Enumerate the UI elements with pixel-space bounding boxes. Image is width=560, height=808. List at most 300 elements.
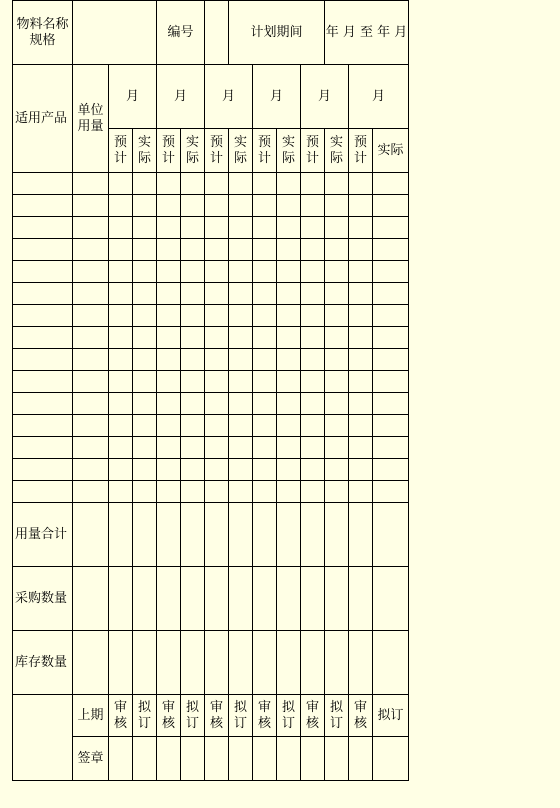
entry-cell[interactable] xyxy=(301,283,325,305)
entry-cell[interactable] xyxy=(133,261,157,283)
entry-cell[interactable] xyxy=(229,393,253,415)
entry-cell[interactable] xyxy=(181,349,205,371)
entry-cell[interactable] xyxy=(229,459,253,481)
entry-cell[interactable] xyxy=(277,261,301,283)
previous-period-label-cell xyxy=(73,695,109,737)
entry-cell[interactable] xyxy=(349,349,373,371)
entry-cell[interactable] xyxy=(157,371,181,393)
entry-cell[interactable] xyxy=(157,349,181,371)
entry-cell[interactable] xyxy=(349,393,373,415)
entry-cell[interactable] xyxy=(157,327,181,349)
entry-cell[interactable] xyxy=(73,327,109,349)
entry-cell[interactable] xyxy=(109,459,133,481)
entry-cell[interactable] xyxy=(73,393,109,415)
entry-cell[interactable] xyxy=(373,437,409,459)
entry-cell[interactable] xyxy=(13,173,73,195)
entry-cell[interactable] xyxy=(205,327,229,349)
entry-cell[interactable] xyxy=(13,305,73,327)
entry-cell[interactable] xyxy=(325,393,349,415)
entry-cell[interactable] xyxy=(253,217,277,239)
entry-cell[interactable] xyxy=(109,503,133,567)
entry-cell[interactable] xyxy=(205,459,229,481)
entry-cell[interactable] xyxy=(133,503,157,567)
entry-cell[interactable] xyxy=(205,631,229,695)
entry-cell[interactable] xyxy=(13,371,73,393)
entry-cell[interactable] xyxy=(301,239,325,261)
entry-cell[interactable] xyxy=(205,173,229,195)
actual-header-cell xyxy=(277,129,301,173)
entry-cell[interactable] xyxy=(325,503,349,567)
entry-cell[interactable] xyxy=(229,217,253,239)
entry-cell[interactable] xyxy=(73,567,109,631)
entry-cell[interactable] xyxy=(373,459,409,481)
entry-cell[interactable] xyxy=(349,437,373,459)
entry-cell[interactable] xyxy=(13,261,73,283)
entry-cell[interactable] xyxy=(157,261,181,283)
entry-cell[interactable] xyxy=(349,481,373,503)
entry-cell[interactable] xyxy=(109,195,133,217)
entry-cell[interactable] xyxy=(349,195,373,217)
entry-cell[interactable] xyxy=(277,173,301,195)
actual-label: 实际 xyxy=(329,134,343,166)
entry-cell[interactable] xyxy=(277,239,301,261)
entry-cell[interactable] xyxy=(205,283,229,305)
entry-cell[interactable] xyxy=(109,481,133,503)
entry-cell[interactable] xyxy=(229,415,253,437)
plan-period-value-cell[interactable] xyxy=(325,1,409,65)
entry-cell[interactable] xyxy=(109,393,133,415)
entry-cell[interactable] xyxy=(349,459,373,481)
entry-cell[interactable] xyxy=(109,173,133,195)
entry-cell[interactable] xyxy=(109,415,133,437)
entry-cell[interactable] xyxy=(277,415,301,437)
entry-cell[interactable] xyxy=(253,327,277,349)
entry-cell[interactable] xyxy=(181,567,205,631)
entry-cell[interactable] xyxy=(325,261,349,283)
entry-cell[interactable] xyxy=(205,349,229,371)
entry-cell[interactable] xyxy=(181,459,205,481)
entry-cell[interactable] xyxy=(133,459,157,481)
entry-cell[interactable] xyxy=(73,195,109,217)
entry-cell[interactable] xyxy=(229,349,253,371)
table-row xyxy=(13,481,409,503)
entry-cell[interactable] xyxy=(181,437,205,459)
entry-cell[interactable] xyxy=(325,481,349,503)
entry-cell[interactable] xyxy=(301,371,325,393)
entry-cell[interactable] xyxy=(325,327,349,349)
review-label: 审核 xyxy=(161,699,175,731)
entry-cell[interactable] xyxy=(133,349,157,371)
entry-cell[interactable] xyxy=(133,217,157,239)
review-cell xyxy=(205,695,229,737)
entry-cell[interactable] xyxy=(157,631,181,695)
entry-cell[interactable] xyxy=(133,415,157,437)
draft-cell xyxy=(229,695,253,737)
entry-cell[interactable] xyxy=(253,503,277,567)
entry-cell[interactable] xyxy=(109,217,133,239)
signature-cell[interactable] xyxy=(109,737,133,781)
entry-cell[interactable] xyxy=(373,239,409,261)
actual-header-cell xyxy=(229,129,253,173)
entry-cell[interactable] xyxy=(181,217,205,239)
entry-cell[interactable] xyxy=(253,305,277,327)
entry-cell[interactable] xyxy=(133,327,157,349)
entry-cell[interactable] xyxy=(205,503,229,567)
entry-cell[interactable] xyxy=(205,415,229,437)
entry-cell[interactable] xyxy=(325,349,349,371)
entry-cell[interactable] xyxy=(73,239,109,261)
signature-cell[interactable] xyxy=(277,737,301,781)
entry-cell[interactable] xyxy=(13,195,73,217)
entry-cell[interactable] xyxy=(325,239,349,261)
actual-header-cell xyxy=(373,129,409,173)
entry-cell[interactable] xyxy=(373,567,409,631)
review-label: 审核 xyxy=(113,699,127,731)
entry-cell[interactable] xyxy=(325,217,349,239)
entry-cell[interactable] xyxy=(277,327,301,349)
entry-cell[interactable] xyxy=(13,349,73,371)
entry-cell[interactable] xyxy=(13,459,73,481)
entry-cell[interactable] xyxy=(13,437,73,459)
entry-cell[interactable] xyxy=(253,459,277,481)
entry-cell[interactable] xyxy=(325,195,349,217)
entry-cell[interactable] xyxy=(229,261,253,283)
draft-label: 拟订 xyxy=(377,707,404,723)
forecast-header-cell xyxy=(157,129,181,173)
entry-cell[interactable] xyxy=(73,217,109,239)
entry-cell[interactable] xyxy=(373,261,409,283)
entry-cell[interactable] xyxy=(157,481,181,503)
entry-cell[interactable] xyxy=(73,631,109,695)
entry-cell[interactable] xyxy=(349,283,373,305)
entry-cell[interactable] xyxy=(157,437,181,459)
entry-cell[interactable] xyxy=(229,437,253,459)
signature-cell[interactable] xyxy=(325,737,349,781)
entry-cell[interactable] xyxy=(253,261,277,283)
entry-cell[interactable] xyxy=(205,217,229,239)
entry-cell[interactable] xyxy=(277,195,301,217)
entry-cell[interactable] xyxy=(133,567,157,631)
entry-cell[interactable] xyxy=(277,349,301,371)
entry-cell[interactable] xyxy=(277,393,301,415)
entry-cell[interactable] xyxy=(301,305,325,327)
entry-cell[interactable] xyxy=(373,195,409,217)
entry-cell[interactable] xyxy=(133,239,157,261)
entry-cell[interactable] xyxy=(205,567,229,631)
entry-cell[interactable] xyxy=(73,371,109,393)
entry-cell[interactable] xyxy=(253,349,277,371)
entry-cell[interactable] xyxy=(277,459,301,481)
entry-cell[interactable] xyxy=(253,195,277,217)
entry-cell[interactable] xyxy=(73,503,109,567)
entry-cell[interactable] xyxy=(253,437,277,459)
entry-cell[interactable] xyxy=(301,195,325,217)
entry-cell[interactable] xyxy=(157,173,181,195)
entry-cell[interactable] xyxy=(325,459,349,481)
signature-cell[interactable] xyxy=(133,737,157,781)
entry-cell[interactable] xyxy=(373,481,409,503)
entry-cell[interactable] xyxy=(277,305,301,327)
material-name-value-cell[interactable] xyxy=(73,1,157,65)
entry-cell[interactable] xyxy=(181,261,205,283)
entry-cell[interactable] xyxy=(181,503,205,567)
stock-qty-label: 库存数量 xyxy=(15,654,68,670)
entry-cell[interactable] xyxy=(325,305,349,327)
entry-cell[interactable] xyxy=(373,327,409,349)
entry-cell[interactable] xyxy=(157,567,181,631)
entry-cell[interactable] xyxy=(157,195,181,217)
entry-cell[interactable] xyxy=(73,261,109,283)
draft-label: 拟订 xyxy=(185,699,199,731)
entry-cell[interactable] xyxy=(13,327,73,349)
entry-cell[interactable] xyxy=(373,415,409,437)
entry-cell[interactable] xyxy=(301,437,325,459)
entry-cell[interactable] xyxy=(109,327,133,349)
entry-cell[interactable] xyxy=(13,393,73,415)
entry-cell[interactable] xyxy=(181,327,205,349)
entry-cell[interactable] xyxy=(181,481,205,503)
draft-label: 拟订 xyxy=(233,699,247,731)
entry-cell[interactable] xyxy=(277,567,301,631)
entry-cell[interactable] xyxy=(301,327,325,349)
entry-cell[interactable] xyxy=(373,371,409,393)
signature-cell[interactable] xyxy=(373,737,409,781)
entry-cell[interactable] xyxy=(181,305,205,327)
entry-cell[interactable] xyxy=(13,239,73,261)
forecast-label: 预计 xyxy=(113,134,127,166)
entry-cell[interactable] xyxy=(373,217,409,239)
entry-cell[interactable] xyxy=(301,631,325,695)
review-cell xyxy=(157,695,181,737)
month-header-cell[interactable] xyxy=(205,65,253,129)
entry-cell[interactable] xyxy=(157,305,181,327)
month-label: 月 xyxy=(173,88,187,104)
entry-cell[interactable] xyxy=(229,239,253,261)
entry-cell[interactable] xyxy=(253,415,277,437)
entry-cell[interactable] xyxy=(349,173,373,195)
entry-cell[interactable] xyxy=(13,217,73,239)
entry-cell[interactable] xyxy=(181,239,205,261)
entry-cell[interactable] xyxy=(325,173,349,195)
entry-cell[interactable] xyxy=(133,283,157,305)
entry-cell[interactable] xyxy=(349,239,373,261)
entry-cell[interactable] xyxy=(229,283,253,305)
entry-cell[interactable] xyxy=(205,305,229,327)
entry-cell[interactable] xyxy=(157,459,181,481)
review-label: 审核 xyxy=(353,699,367,731)
entry-cell[interactable] xyxy=(253,239,277,261)
entry-cell[interactable] xyxy=(229,195,253,217)
entry-cell[interactable] xyxy=(373,173,409,195)
entry-cell[interactable] xyxy=(109,305,133,327)
entry-cell[interactable] xyxy=(349,503,373,567)
entry-cell[interactable] xyxy=(205,195,229,217)
entry-cell[interactable] xyxy=(277,481,301,503)
entry-cell[interactable] xyxy=(181,415,205,437)
entry-cell[interactable] xyxy=(301,459,325,481)
signature-cell[interactable] xyxy=(253,737,277,781)
entry-cell[interactable] xyxy=(73,305,109,327)
entry-cell[interactable] xyxy=(373,349,409,371)
entry-cell[interactable] xyxy=(229,503,253,567)
entry-cell[interactable] xyxy=(301,173,325,195)
entry-cell[interactable] xyxy=(229,567,253,631)
entry-cell[interactable] xyxy=(349,631,373,695)
purchase-qty-row xyxy=(13,567,409,631)
entry-cell[interactable] xyxy=(13,415,73,437)
entry-cell[interactable] xyxy=(253,283,277,305)
entry-cell[interactable] xyxy=(325,567,349,631)
entry-cell[interactable] xyxy=(301,217,325,239)
entry-cell[interactable] xyxy=(349,217,373,239)
entry-cell[interactable] xyxy=(109,567,133,631)
month-header-cell[interactable] xyxy=(157,65,205,129)
entry-cell[interactable] xyxy=(109,283,133,305)
month-row xyxy=(13,65,409,129)
entry-cell[interactable] xyxy=(205,437,229,459)
entry-cell[interactable] xyxy=(349,567,373,631)
entry-cell[interactable] xyxy=(301,481,325,503)
entry-cell[interactable] xyxy=(13,481,73,503)
entry-cell[interactable] xyxy=(373,305,409,327)
material-plan-form xyxy=(12,0,409,781)
entry-cell[interactable] xyxy=(277,283,301,305)
signature-cell[interactable] xyxy=(349,737,373,781)
signature-cell[interactable] xyxy=(229,737,253,781)
entry-cell[interactable] xyxy=(109,261,133,283)
entry-cell[interactable] xyxy=(301,415,325,437)
month-header-cell[interactable] xyxy=(253,65,301,129)
entry-cell[interactable] xyxy=(73,437,109,459)
entry-cell[interactable] xyxy=(157,503,181,567)
entry-cell[interactable] xyxy=(181,393,205,415)
entry-cell[interactable] xyxy=(73,481,109,503)
entry-cell[interactable] xyxy=(205,371,229,393)
entry-cell[interactable] xyxy=(253,631,277,695)
entry-cell[interactable] xyxy=(325,371,349,393)
entry-cell[interactable] xyxy=(73,459,109,481)
table-row xyxy=(13,173,409,195)
purchase-qty-label: 采购数量 xyxy=(15,590,68,606)
entry-cell[interactable] xyxy=(301,567,325,631)
entry-cell[interactable] xyxy=(325,437,349,459)
entry-cell[interactable] xyxy=(133,393,157,415)
entry-cell[interactable] xyxy=(349,415,373,437)
entry-cell[interactable] xyxy=(13,283,73,305)
entry-cell[interactable] xyxy=(73,283,109,305)
entry-cell[interactable] xyxy=(325,631,349,695)
number-value-cell[interactable] xyxy=(205,1,229,65)
entry-cell[interactable] xyxy=(373,283,409,305)
entry-cell[interactable] xyxy=(73,173,109,195)
entry-cell[interactable] xyxy=(133,305,157,327)
entry-cell[interactable] xyxy=(277,371,301,393)
entry-cell[interactable] xyxy=(205,393,229,415)
entry-cell[interactable] xyxy=(301,349,325,371)
entry-cell[interactable] xyxy=(325,415,349,437)
entry-cell[interactable] xyxy=(277,503,301,567)
entry-cell[interactable] xyxy=(277,437,301,459)
entry-cell[interactable] xyxy=(157,283,181,305)
entry-cell[interactable] xyxy=(205,261,229,283)
entry-cell[interactable] xyxy=(133,631,157,695)
signature-cell[interactable] xyxy=(181,737,205,781)
entry-cell[interactable] xyxy=(349,261,373,283)
entry-cell[interactable] xyxy=(205,481,229,503)
entry-cell[interactable] xyxy=(181,283,205,305)
seal-label-cell xyxy=(73,737,109,781)
entry-cell[interactable] xyxy=(181,631,205,695)
entry-cell[interactable] xyxy=(277,217,301,239)
entry-cell[interactable] xyxy=(349,327,373,349)
entry-cell[interactable] xyxy=(157,393,181,415)
header-row xyxy=(13,1,409,65)
entry-cell[interactable] xyxy=(133,481,157,503)
entry-cell[interactable] xyxy=(109,371,133,393)
entry-cell[interactable] xyxy=(277,631,301,695)
actual-header-cell xyxy=(181,129,205,173)
entry-cell[interactable] xyxy=(157,217,181,239)
entry-cell[interactable] xyxy=(349,371,373,393)
entry-cell[interactable] xyxy=(109,239,133,261)
entry-cell[interactable] xyxy=(325,283,349,305)
entry-cell[interactable] xyxy=(133,173,157,195)
entry-cell[interactable] xyxy=(109,631,133,695)
month-header-cell[interactable] xyxy=(109,65,157,129)
month-header-cell[interactable] xyxy=(349,65,409,129)
entry-cell[interactable] xyxy=(253,393,277,415)
entry-cell[interactable] xyxy=(181,173,205,195)
entry-cell[interactable] xyxy=(205,239,229,261)
entry-cell[interactable] xyxy=(133,195,157,217)
entry-cell[interactable] xyxy=(229,631,253,695)
entry-cell[interactable] xyxy=(373,503,409,567)
entry-cell[interactable] xyxy=(133,371,157,393)
entry-cell[interactable] xyxy=(373,631,409,695)
entry-cell[interactable] xyxy=(157,239,181,261)
entry-cell[interactable] xyxy=(301,261,325,283)
signature-cell[interactable] xyxy=(205,737,229,781)
entry-cell[interactable] xyxy=(157,415,181,437)
signature-cell[interactable] xyxy=(301,737,325,781)
entry-cell[interactable] xyxy=(181,195,205,217)
signature-cell[interactable] xyxy=(157,737,181,781)
entry-cell[interactable] xyxy=(253,371,277,393)
entry-cell[interactable] xyxy=(301,393,325,415)
entry-cell[interactable] xyxy=(253,173,277,195)
entry-cell[interactable] xyxy=(73,415,109,437)
entry-cell[interactable] xyxy=(301,503,325,567)
entry-cell[interactable] xyxy=(229,371,253,393)
entry-cell[interactable] xyxy=(133,437,157,459)
entry-cell[interactable] xyxy=(229,481,253,503)
entry-cell[interactable] xyxy=(109,437,133,459)
entry-cell[interactable] xyxy=(253,481,277,503)
entry-cell[interactable] xyxy=(181,371,205,393)
draft-cell xyxy=(133,695,157,737)
month-header-cell[interactable] xyxy=(301,65,349,129)
entry-cell[interactable] xyxy=(373,393,409,415)
entry-cell[interactable] xyxy=(73,349,109,371)
entry-cell[interactable] xyxy=(253,567,277,631)
entry-cell[interactable] xyxy=(229,327,253,349)
entry-cell[interactable] xyxy=(229,173,253,195)
entry-cell[interactable] xyxy=(349,305,373,327)
table-row xyxy=(13,349,409,371)
entry-cell[interactable] xyxy=(229,305,253,327)
entry-cell[interactable] xyxy=(109,349,133,371)
forecast-label: 预计 xyxy=(257,134,271,166)
